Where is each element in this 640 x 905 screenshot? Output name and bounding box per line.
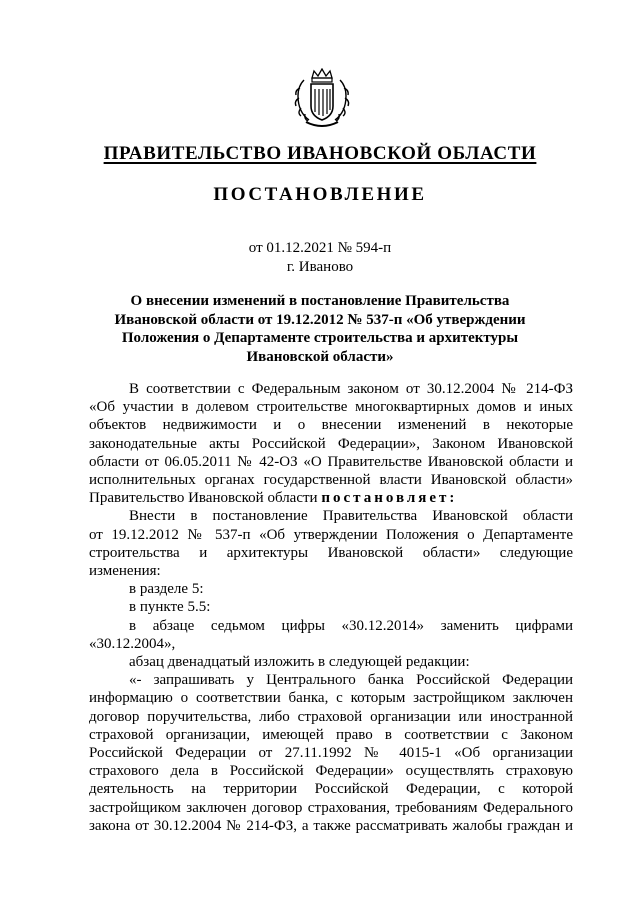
body-line: «Об участии в долевом строительстве многоквартирных домов и иных bbox=[89, 399, 573, 416]
body-line: Внести в постановление Правительства Ивановской области bbox=[129, 508, 573, 525]
quote-line: договор поручительства, либо страховой организации или иностранной bbox=[89, 708, 573, 725]
body-line: «30.12.2004», bbox=[89, 635, 176, 652]
body-line: абзац двенадцатый изложить в следующей редакции: bbox=[129, 654, 470, 671]
decree-word: постановляет: bbox=[321, 490, 458, 507]
body-line bbox=[89, 489, 573, 507]
government-text: Правительство Ивановской области bbox=[89, 490, 318, 507]
document-title bbox=[100, 292, 540, 366]
organization-name: ПРАВИТЕЛЬСТВО ИВАНОВСКОЙ ОБЛАСТИ bbox=[103, 143, 537, 164]
section-line: в разделе 5: bbox=[129, 581, 204, 598]
quote-line: застройщиком заключен договор страхования, требованиям Федерального bbox=[89, 799, 573, 816]
body-line: области от 06.05.2011 № 42-ОЗ «О Правительстве Ивановской области и bbox=[89, 453, 573, 470]
title-line: Ивановской области» bbox=[246, 348, 394, 365]
body-line: изменения: bbox=[89, 563, 161, 580]
body-line: исполнительных органах государственной власти Ивановской области» bbox=[89, 472, 573, 489]
body-line: законодательные акты Российской Федерации», Законом Ивановской bbox=[89, 435, 573, 452]
date-and-number: от 01.12.2021 № 594-п bbox=[248, 240, 392, 256]
body-line: строительства и архитектуры Ивановской области» следующие bbox=[89, 544, 573, 561]
quote-line: Российской Федерации от 27.11.1992 № 4015-1 «Об организации bbox=[89, 745, 573, 762]
document-body bbox=[89, 380, 573, 835]
date-number-block bbox=[0, 239, 640, 277]
title-line: Ивановской области от 19.12.2012 № 537-п «Об утверждении bbox=[114, 311, 526, 328]
coat-of-arms-emblem bbox=[292, 68, 352, 132]
body-line: в абзаце седьмом цифры «30.12.2014» заменить цифрами bbox=[129, 617, 573, 634]
point-line: в пункте 5.5: bbox=[129, 599, 211, 616]
title-line: Положения о Департаменте строительства и архитектуры bbox=[121, 330, 519, 346]
city: г. Иваново bbox=[286, 259, 354, 275]
quote-line: информацию о соответствии банка, с которым застройщиком заключен bbox=[89, 690, 573, 707]
quote-line: страховой организации, имеющей право в соответствии с Законом bbox=[89, 726, 573, 743]
quote-line: закона от 30.12.2004 № 214-ФЗ, а также рассматривать жалобы граждан и bbox=[89, 817, 573, 834]
body-line: объектов недвижимости и о внесении изменений в некоторые bbox=[89, 417, 573, 434]
quote-line: страхового дела в Российской Федерации» осуществлять страховую bbox=[89, 763, 573, 780]
document-type: ПОСТАНОВЛЕНИЕ bbox=[213, 184, 427, 205]
quote-line: деятельность на территории Российской Федерации, с которой bbox=[89, 781, 573, 798]
body-line: от 19.12.2012 № 537-п «Об утверждении Положения о Департаменте bbox=[89, 526, 573, 543]
body-line: В соответствии с Федеральным законом от 30.12.2004 № 214-ФЗ bbox=[129, 381, 573, 397]
quote-line: «- запрашивать у Центрального банка Российской Федерации bbox=[129, 672, 573, 689]
title-line: О внесении изменений в постановление Правительства bbox=[130, 293, 510, 309]
